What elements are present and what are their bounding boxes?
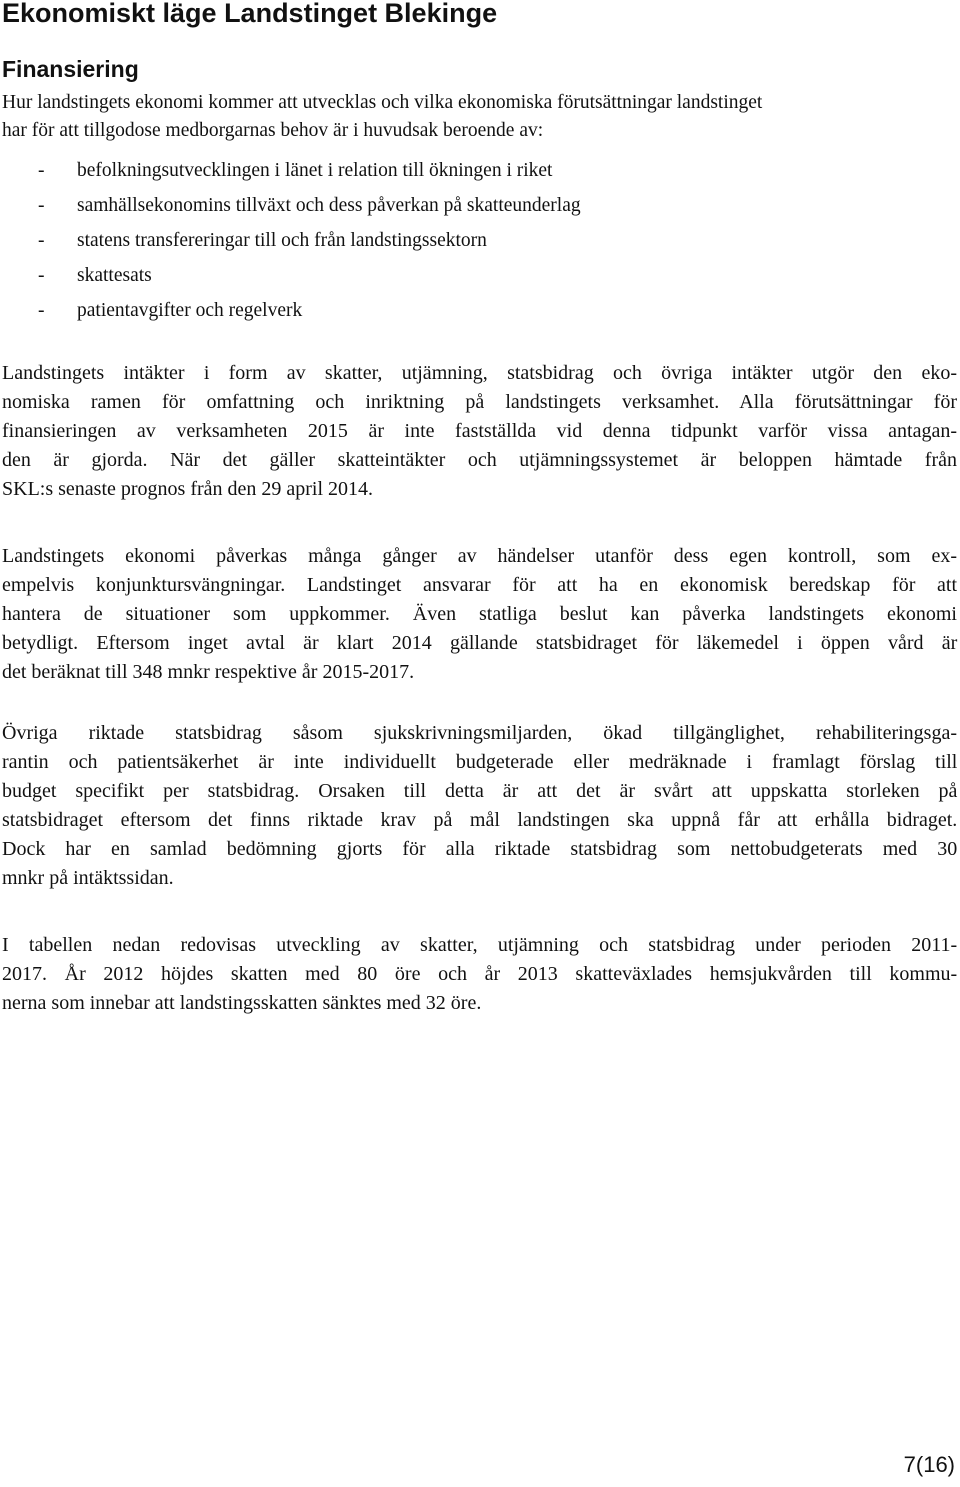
list-item-text: samhällsekonomins tillväxt och dess påverkan på skatteunderlag xyxy=(77,195,581,216)
paragraph-line: Övriga riktade statsbidrag såsom sjukskrivningsmiljarden, ökad tillgänglighet, rehabiliteringsga- xyxy=(2,722,957,744)
list-item xyxy=(2,293,902,328)
paragraph-line: Dock har en samlad bedömning gjorts för alla riktade statsbidrag som nettobudgeterats med 30 xyxy=(2,838,958,860)
bullet-dash: - xyxy=(38,160,45,181)
paragraph-external-factors xyxy=(2,542,957,687)
paragraph-line: I tabellen nedan redovisas utveckling av skatter, utjämning och statsbidrag under perioden 2011- xyxy=(2,934,958,956)
paragraph-line: mnkr på intäktssidan. xyxy=(2,867,174,889)
paragraph-line: det beräknat till 348 mnkr respektive år 2015-2017. xyxy=(2,661,415,683)
paragraph-line: SKL:s senaste prognos från den 29 april 2014. xyxy=(2,478,374,500)
list-item xyxy=(2,223,902,258)
paragraph-line: rantin och patientsäkerhet är inte individuellt budgeterade eller medräknade i framlagt förslag till xyxy=(2,751,958,773)
paragraph-line: Landstingets intäkter i form av skatter, utjämning, statsbidrag och övriga intäkter utgör den eko- xyxy=(2,362,957,384)
paragraph-line: betydligt. Eftersom inget avtal är klart 2014 gällande statsbidraget för läkemedel i öppen vård är xyxy=(2,632,958,654)
list-item-text: skattesats xyxy=(77,265,152,286)
page-title: Ekonomiskt läge Landstinget Blekinge xyxy=(2,0,498,28)
paragraph-line: Landstingets ekonomi påverkas många gånger av händelser utanför dess egen kontroll, som ex- xyxy=(2,545,957,567)
list-item xyxy=(2,188,902,223)
paragraph-line: budget specifikt per statsbidrag. Orsaken till detta är att det är svårt att uppskatta storleken på xyxy=(2,780,958,802)
dependency-list xyxy=(2,153,902,328)
paragraph-targeted-grants xyxy=(2,719,957,893)
bullet-dash: - xyxy=(38,195,45,216)
bullet-dash: - xyxy=(38,265,45,286)
intro-paragraph xyxy=(2,89,957,145)
paragraph-line: nerna som innebar att landstingsskatten sänktes med 32 öre. xyxy=(2,992,482,1014)
page-number: 7(16) xyxy=(903,1452,955,1477)
list-item xyxy=(2,258,902,293)
paragraph-line: statsbidraget eftersom det finns riktade krav på mål landstingen ska uppnå får att erhålla bidraget. xyxy=(2,809,958,831)
paragraph-table-intro xyxy=(2,931,957,1018)
paragraph-line: hantera de situationer som uppkommer. Även statliga beslut kan påverka landstingets ekonomi xyxy=(2,603,957,625)
paragraph-line: 2017. År 2012 höjdes skatten med 80 öre och år 2013 skatteväxlades hemsjukvården till kommu- xyxy=(2,963,958,985)
bullet-dash: - xyxy=(38,300,45,321)
paragraph-revenue-framework xyxy=(2,359,957,504)
paragraph-line: empelvis konjunktursvängningar. Landstinget ansvarar för att ha en ekonomisk beredskap för att xyxy=(2,574,958,596)
list-item-text: patientavgifter och regelverk xyxy=(77,300,303,321)
paragraph-line: finansieringen av verksamheten 2015 är inte fastställda vid denna tidpunkt varför vissa antagan- xyxy=(2,420,957,442)
paragraph-line: den är gjorda. När det gäller skatteintäkter och utjämningssystemet är beloppen hämtade från xyxy=(2,449,957,471)
list-item-text: statens transfereringar till och från landstingssektorn xyxy=(77,230,487,251)
intro-line: Hur landstingets ekonomi kommer att utvecklas och vilka ekonomiska förutsättningar landstinget xyxy=(2,92,763,113)
paragraph-line: nomiska ramen för omfattning och inriktning på landstingets verksamhet. Alla förutsättningar för xyxy=(2,391,957,413)
list-item-text: befolkningsutvecklingen i länet i relation till ökningen i riket xyxy=(77,160,553,181)
section-heading: Finansiering xyxy=(2,56,139,82)
intro-line: har för att tillgodose medborgarnas behov är i huvudsak beroende av: xyxy=(2,120,544,141)
list-item xyxy=(2,153,902,188)
bullet-dash: - xyxy=(38,230,45,251)
